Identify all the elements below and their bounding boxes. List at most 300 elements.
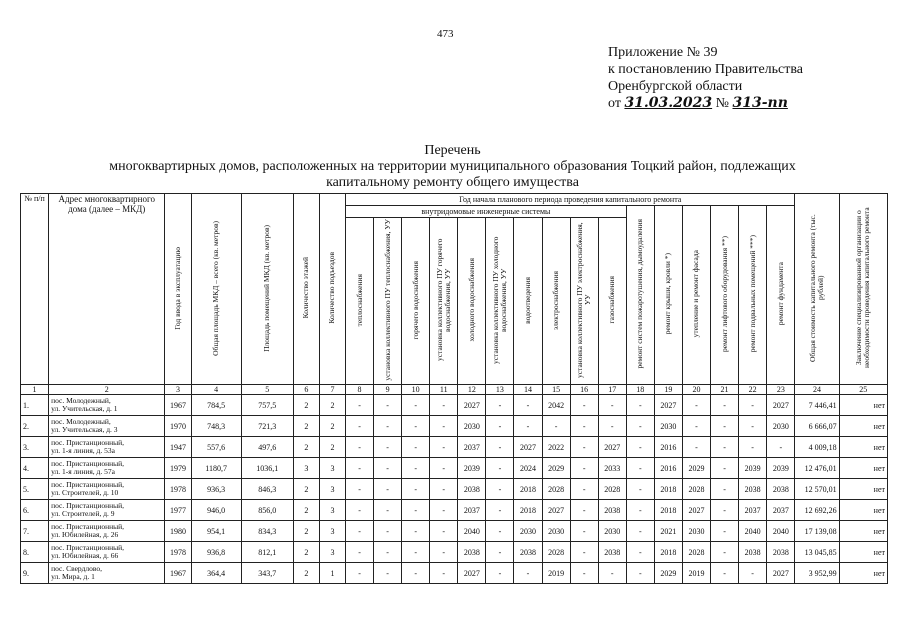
table-cell: 2018 (654, 479, 682, 500)
table-cell: 2019 (542, 563, 570, 584)
buildings-table (20, 193, 888, 584)
handwritten-date: 31.03.2023 (624, 95, 713, 111)
table-cell: 2038 (767, 479, 795, 500)
table-cell: - (711, 500, 739, 521)
appendix-line-3: Оренбургской области (608, 79, 743, 94)
header-gas: газоснабжения (598, 218, 626, 385)
table-cell: - (626, 458, 654, 479)
table-cell: 2027 (542, 500, 570, 521)
table-cell: нет (839, 563, 887, 584)
table-cell: 834,3 (241, 521, 293, 542)
table-cell: - (626, 437, 654, 458)
column-number: 21 (711, 385, 739, 395)
address-line-1: пос. Пристанционный, (51, 543, 125, 552)
table-cell: 1978 (165, 479, 191, 500)
table-cell: - (402, 542, 430, 563)
table-cell: 2029 (542, 458, 570, 479)
table-row (21, 395, 888, 416)
table-cell: 3 (319, 542, 345, 563)
table-cell: 13 045,85 (795, 542, 839, 563)
table-cell: - (486, 479, 514, 500)
row-address (49, 521, 165, 542)
table-cell: 2027 (767, 395, 795, 416)
table-cell: - (711, 458, 739, 479)
table-cell: - (486, 416, 514, 437)
table-cell: 1967 (165, 395, 191, 416)
table-cell: - (430, 521, 458, 542)
table-cell: - (345, 542, 373, 563)
table-cell: нет (839, 521, 887, 542)
table-cell: - (374, 521, 402, 542)
header-hot-water-meter: установка коллективного ПУ горячего водоснабжения, УУ (430, 218, 458, 385)
table-cell: - (430, 479, 458, 500)
table-cell: - (570, 521, 598, 542)
title-line-1: Перечень (424, 143, 481, 158)
address-line-1: пос. Свердлово, (51, 564, 103, 573)
table-cell: 2038 (458, 542, 486, 563)
table-cell: - (514, 395, 542, 416)
table-cell: 2021 (654, 521, 682, 542)
table-cell: - (711, 416, 739, 437)
table-row (21, 521, 888, 542)
table-cell: 497,6 (241, 437, 293, 458)
table-cell: - (430, 416, 458, 437)
table-cell: 936,3 (191, 479, 241, 500)
table-cell: - (598, 416, 626, 437)
row-address (49, 542, 165, 563)
table-cell: - (430, 395, 458, 416)
table-cell: 2038 (767, 542, 795, 563)
row-number: 7. (21, 521, 49, 542)
table-cell: 2037 (458, 437, 486, 458)
table-cell: - (402, 563, 430, 584)
column-number: 20 (682, 385, 710, 395)
table-cell: - (402, 416, 430, 437)
column-number: 22 (739, 385, 767, 395)
column-number: 2 (49, 385, 165, 395)
table-cell: 2037 (739, 500, 767, 521)
table-cell: - (402, 521, 430, 542)
table-cell: 2 (319, 437, 345, 458)
table-cell: 12 692,26 (795, 500, 839, 521)
page-number: 473 (437, 28, 454, 40)
table-cell: 2018 (654, 500, 682, 521)
table-cell: 954,1 (191, 521, 241, 542)
table-cell: 2039 (739, 458, 767, 479)
table-cell: - (374, 542, 402, 563)
table-cell: - (598, 395, 626, 416)
table-cell: 2022 (542, 437, 570, 458)
table-row (21, 458, 888, 479)
table-cell: - (345, 479, 373, 500)
column-number: 5 (241, 385, 293, 395)
table-cell: - (711, 395, 739, 416)
column-numbers-row (21, 385, 888, 395)
table-row (21, 479, 888, 500)
table-cell: 1977 (165, 500, 191, 521)
table-cell: - (711, 563, 739, 584)
column-number: 9 (374, 385, 402, 395)
table-cell: 1947 (165, 437, 191, 458)
address-line-2: ул. Строителей, д. 9 (51, 509, 115, 518)
table-cell: - (570, 458, 598, 479)
table-cell: 2027 (458, 395, 486, 416)
table-cell: - (430, 563, 458, 584)
table-cell: 2040 (739, 521, 767, 542)
row-address (49, 479, 165, 500)
table-cell: 2030 (514, 521, 542, 542)
table-cell: 784,5 (191, 395, 241, 416)
table-row (21, 542, 888, 563)
column-number: 1 (21, 385, 49, 395)
table-cell: 1979 (165, 458, 191, 479)
table-cell: - (739, 416, 767, 437)
row-number: 1. (21, 395, 49, 416)
table-cell: - (345, 458, 373, 479)
table-cell: 2030 (682, 521, 710, 542)
table-cell: 2027 (767, 563, 795, 584)
address-line-2: ул. Юбилейная, д. 66 (51, 551, 119, 560)
table-cell: 2038 (598, 500, 626, 521)
table-cell: 3 (319, 500, 345, 521)
table-cell: 2018 (654, 542, 682, 563)
table-cell: - (570, 416, 598, 437)
row-address (49, 395, 165, 416)
table-cell: 2042 (542, 395, 570, 416)
header-num: № п/п (21, 194, 49, 385)
table-cell: - (626, 500, 654, 521)
table-cell: - (374, 395, 402, 416)
address-line-1: пос. Молодежный, (51, 417, 111, 426)
table-cell: 2039 (458, 458, 486, 479)
table-cell: 1967 (165, 563, 191, 584)
table-cell: 1036,1 (241, 458, 293, 479)
title-line-2: многоквартирных домов, расположенных на территории муниципального образования Тоцкий район, подлежащих (109, 159, 796, 174)
table-cell: - (739, 395, 767, 416)
column-number: 12 (458, 385, 486, 395)
table-cell: - (402, 500, 430, 521)
table-cell: - (402, 458, 430, 479)
table-cell: - (345, 437, 373, 458)
row-number: 9. (21, 563, 49, 584)
table-cell: - (711, 542, 739, 563)
table-cell: 6 666,07 (795, 416, 839, 437)
header-total-area: Общая площадь МКД – всего (кв. метров) (191, 194, 241, 385)
table-cell: 2030 (598, 521, 626, 542)
header-year-built: Год ввода в эксплуатацию (165, 194, 191, 385)
table-cell: 946,0 (191, 500, 241, 521)
header-entrances: Количество подъездов (319, 194, 345, 385)
address-line-2: ул. Учительская, д. 1 (51, 404, 118, 413)
table-cell: - (486, 563, 514, 584)
table-cell: 2028 (682, 542, 710, 563)
table-cell: 846,3 (241, 479, 293, 500)
table-cell: - (570, 479, 598, 500)
header-period-group: Год начала планового периода проведения капитального ремонта (345, 194, 794, 206)
table-cell: - (486, 500, 514, 521)
table-cell: - (430, 500, 458, 521)
table-row (21, 500, 888, 521)
row-address (49, 416, 165, 437)
table-cell: - (542, 416, 570, 437)
table-cell: 2019 (682, 563, 710, 584)
header-conclusion: Заключение специализированной организации о необходимости проведения капитального ремонта (839, 194, 887, 385)
table-cell: 2038 (739, 542, 767, 563)
table-cell: - (345, 500, 373, 521)
row-address (49, 500, 165, 521)
from-label: от (608, 96, 621, 111)
row-number: 4. (21, 458, 49, 479)
table-cell: - (374, 479, 402, 500)
address-line-1: пос. Молодежный, (51, 396, 111, 405)
table-cell: 748,3 (191, 416, 241, 437)
table-cell: - (739, 563, 767, 584)
table-cell: - (402, 395, 430, 416)
table-cell: 2038 (598, 542, 626, 563)
table-cell: - (626, 395, 654, 416)
appendix-line-1: Приложение № 39 (608, 45, 718, 60)
table-cell: - (626, 563, 654, 584)
address-line-2: ул. 1-я линия, д. 53а (51, 446, 115, 455)
column-number: 23 (767, 385, 795, 395)
table-cell: нет (839, 542, 887, 563)
column-number: 13 (486, 385, 514, 395)
table-cell: 2024 (514, 458, 542, 479)
table-cell: 2018 (514, 500, 542, 521)
column-number: 14 (514, 385, 542, 395)
table-cell: 2027 (682, 500, 710, 521)
address-line-2: ул. Мира, д. 1 (51, 572, 95, 581)
row-number: 8. (21, 542, 49, 563)
table-cell: 2027 (514, 437, 542, 458)
table-cell: 12 570,01 (795, 479, 839, 500)
table-cell: 2 (319, 416, 345, 437)
column-number: 25 (839, 385, 887, 395)
table-cell: 2029 (654, 563, 682, 584)
table-cell: - (374, 458, 402, 479)
table-cell: 2018 (514, 479, 542, 500)
table-cell: нет (839, 458, 887, 479)
table-cell: 2 (293, 479, 319, 500)
table-cell: - (682, 437, 710, 458)
table-cell: 1 (319, 563, 345, 584)
table-cell: 2 (293, 395, 319, 416)
table-cell: - (374, 563, 402, 584)
table-cell: - (430, 437, 458, 458)
number-label: № (715, 96, 729, 111)
column-number: 17 (598, 385, 626, 395)
column-number: 16 (570, 385, 598, 395)
table-cell: - (570, 395, 598, 416)
table-cell: - (570, 437, 598, 458)
table-cell: - (570, 563, 598, 584)
table-cell: - (345, 416, 373, 437)
table-cell: 1978 (165, 542, 191, 563)
table-cell: 1980 (165, 521, 191, 542)
table-cell: 2028 (542, 542, 570, 563)
table-cell: - (626, 521, 654, 542)
table-cell: 1970 (165, 416, 191, 437)
table-cell: - (598, 563, 626, 584)
table-cell: 2 (293, 416, 319, 437)
table-cell: - (682, 416, 710, 437)
address-line-1: пос. Пристанционный, (51, 480, 125, 489)
table-cell: - (486, 437, 514, 458)
column-number: 8 (345, 385, 373, 395)
table-cell: 2037 (767, 500, 795, 521)
table-cell: нет (839, 395, 887, 416)
table-cell: 7 446,41 (795, 395, 839, 416)
address-line-1: пос. Пристанционный, (51, 522, 125, 531)
header-roof: ремонт крыши, кровли *) (654, 206, 682, 385)
header-fire: ремонт систем пожаротушения, дымоудаления (626, 206, 654, 385)
header-floors: Количество этажей (293, 194, 319, 385)
table-cell: - (486, 521, 514, 542)
header-sewer: водоотведения (514, 218, 542, 385)
table-cell: 2030 (654, 416, 682, 437)
table-cell: - (767, 437, 795, 458)
table-cell: 2039 (767, 458, 795, 479)
table-cell: 2 (293, 521, 319, 542)
table-cell: - (570, 542, 598, 563)
table-body (21, 385, 888, 584)
table-cell: 812,1 (241, 542, 293, 563)
header-facade: утепление и ремонт фасада (682, 206, 710, 385)
table-cell: 2016 (654, 458, 682, 479)
column-number: 11 (430, 385, 458, 395)
address-line-1: пос. Пристанционный, (51, 459, 125, 468)
table-cell: 2040 (767, 521, 795, 542)
table-cell: 2 (293, 563, 319, 584)
table-cell: - (402, 437, 430, 458)
table-cell: 2016 (654, 437, 682, 458)
table-cell: 3 (293, 458, 319, 479)
table-cell: 2030 (458, 416, 486, 437)
table-cell: - (374, 416, 402, 437)
table-cell: 2030 (542, 521, 570, 542)
table-cell: 557,6 (191, 437, 241, 458)
address-line-1: пос. Пристанционный, (51, 438, 125, 447)
address-line-2: ул. Учительская, д. 3 (51, 425, 118, 434)
header-cold-water-meter: установка коллективного ПУ холодного водоснабжения, УУ (486, 218, 514, 385)
table-cell: 2027 (654, 395, 682, 416)
header-hot-water: горячего водоснабжения (402, 218, 430, 385)
row-address (49, 437, 165, 458)
table-cell: - (626, 542, 654, 563)
table-cell: 2 (293, 500, 319, 521)
table-row (21, 563, 888, 584)
table-cell: 2028 (542, 479, 570, 500)
table-cell: - (514, 563, 542, 584)
table-cell: - (486, 458, 514, 479)
table-cell: 2038 (514, 542, 542, 563)
table-cell: 2 (293, 542, 319, 563)
table-cell: - (739, 437, 767, 458)
header-address: Адрес многоквартирного дома (далее – МКД) (49, 194, 165, 385)
table-cell: 4 009,18 (795, 437, 839, 458)
table-cell: нет (839, 479, 887, 500)
table-cell: 936,8 (191, 542, 241, 563)
table-cell: 1180,7 (191, 458, 241, 479)
table-cell: 2040 (458, 521, 486, 542)
table-cell: - (430, 458, 458, 479)
table-cell: - (570, 500, 598, 521)
header-basement: ремонт подвальных помещений ***) (739, 206, 767, 385)
header-heat-meter: установка коллективного ПУ теплоснабжения, УУ (374, 218, 402, 385)
appendix-block (608, 44, 803, 112)
table-cell: - (430, 542, 458, 563)
table-cell: - (711, 479, 739, 500)
table-cell: нет (839, 500, 887, 521)
column-number: 3 (165, 385, 191, 395)
header-cold-water: холодного водоснабжения (458, 218, 486, 385)
header-premises-area: Площадь помещений МКД (кв. метров) (241, 194, 293, 385)
column-number: 4 (191, 385, 241, 395)
table-cell: 721,3 (241, 416, 293, 437)
table-cell: - (514, 416, 542, 437)
table-cell: 2 (293, 437, 319, 458)
address-line-2: ул. 1-я линия, д. 57а (51, 467, 115, 476)
column-number: 10 (402, 385, 430, 395)
header-heat: теплоснабжения (345, 218, 373, 385)
table-cell: 2028 (682, 479, 710, 500)
table-cell: - (402, 479, 430, 500)
header-electric-meter: установка коллективного ПУ электроснабжения, УУ (570, 218, 598, 385)
table-cell: - (626, 416, 654, 437)
table-cell: 757,5 (241, 395, 293, 416)
column-number: 18 (626, 385, 654, 395)
table-cell: - (345, 395, 373, 416)
table-cell: 17 139,08 (795, 521, 839, 542)
address-line-2: ул. Юбилейная, д. 26 (51, 530, 119, 539)
table-cell: 364,4 (191, 563, 241, 584)
table-cell: 2027 (598, 437, 626, 458)
table-cell: 2027 (458, 563, 486, 584)
header-cost: Общая стоимость капитального ремонта (тыс. рублей) (795, 194, 839, 385)
table-row (21, 416, 888, 437)
table-cell: 2029 (682, 458, 710, 479)
appendix-line-4 (608, 95, 803, 112)
table-cell: нет (839, 437, 887, 458)
table-cell: - (711, 437, 739, 458)
row-address (49, 563, 165, 584)
table-cell: - (486, 542, 514, 563)
table-cell: - (374, 500, 402, 521)
table-cell: 2038 (458, 479, 486, 500)
row-number: 3. (21, 437, 49, 458)
header-elevator: ремонт лифтового оборудования **) (711, 206, 739, 385)
table-row (21, 437, 888, 458)
table-cell: 3 (319, 479, 345, 500)
row-number: 2. (21, 416, 49, 437)
table-cell: 2 (319, 395, 345, 416)
table-cell: 343,7 (241, 563, 293, 584)
table-cell: - (345, 563, 373, 584)
table-cell: нет (839, 416, 887, 437)
table-cell: 2037 (458, 500, 486, 521)
row-address (49, 458, 165, 479)
table-cell: 2038 (739, 479, 767, 500)
table-cell: 2033 (598, 458, 626, 479)
table-cell: - (374, 437, 402, 458)
column-number: 19 (654, 385, 682, 395)
table-cell: 2030 (767, 416, 795, 437)
table-cell: - (682, 395, 710, 416)
appendix-line-2: к постановлению Правительства (608, 62, 804, 77)
header-engineering-group: внутридомовые инженерные системы (345, 206, 626, 218)
column-number: 7 (319, 385, 345, 395)
table-cell: - (711, 521, 739, 542)
